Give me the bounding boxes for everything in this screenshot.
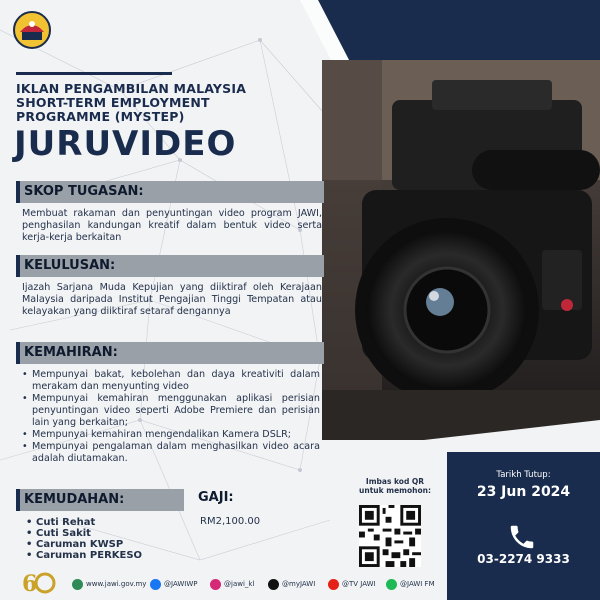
- list-item: • Caruman KWSP: [26, 539, 142, 550]
- list-item: • Cuti Sakit: [26, 528, 142, 539]
- svg-text:6: 6: [22, 571, 38, 596]
- headline-line: PROGRAMME (MYSTEP): [16, 109, 185, 124]
- role-title: JURUVIDEO: [14, 124, 237, 164]
- list-item: • Caruman PERKESO: [26, 550, 142, 561]
- footer-text: @myJAWI: [282, 580, 316, 588]
- qr-code[interactable]: [359, 505, 421, 567]
- section-title: KEMAHIRAN:: [24, 345, 118, 360]
- list-item: • Mempunyai kemahiran mengendalikan Kamera DSLR;: [22, 429, 320, 441]
- youtube-icon: [328, 579, 339, 590]
- footer-facebook[interactable]: [150, 577, 197, 591]
- headline-line: SHORT-TERM EMPLOYMENT: [16, 95, 210, 110]
- 60-years-badge: [18, 570, 62, 596]
- headline-line: IKLAN PENGAMBILAN MALAYSIA: [16, 81, 247, 96]
- gaji-value: RM2,100.00: [200, 516, 261, 527]
- kemahiran-list: [22, 369, 320, 465]
- phone-icon: [507, 522, 537, 552]
- section-bar-skop: [16, 181, 324, 203]
- kelulusan-text: Ijazah Sarjana Muda Kepujian yang diiktiraf oleh Kerajaan Malaysia daripada Institut Pengajian Tinggi Tempatan atau kelayakan yang diiktiraf setaraf dengannya: [22, 282, 322, 317]
- section-bar-kemudahan: [16, 489, 184, 511]
- qr-label: [352, 477, 438, 495]
- facebook-icon: [150, 579, 161, 590]
- list-item: • Mempunyai kemahiran menggunakan aplikasi perisian penyuntingan video seperti Adobe Premiere dan perisian lain yang berkaitan;: [22, 393, 320, 429]
- footer-text: @JAWI FM: [400, 580, 435, 588]
- qr-label-line: Imbas kod QR: [365, 477, 425, 486]
- gaji-title: GAJI:: [198, 490, 234, 505]
- footer-text: @TV JAWI: [342, 580, 376, 588]
- footer-website[interactable]: [72, 577, 146, 591]
- closing-date-label: Tarikh Tutup:: [496, 470, 551, 480]
- footer-instagram[interactable]: [210, 577, 254, 591]
- footer-text: www.jawi.gov.my: [86, 580, 147, 588]
- footer-youtube[interactable]: [328, 577, 376, 591]
- list-item: • Mempunyai pengalaman dalam menghasilkan video acara adalah diutamakan.: [22, 441, 320, 465]
- x-icon: [268, 579, 279, 590]
- instagram-icon: [210, 579, 221, 590]
- section-bar-kemahiran: [16, 342, 324, 364]
- headline: [16, 82, 306, 124]
- title-rule: [16, 72, 172, 75]
- section-title: KELULUSAN:: [24, 258, 116, 273]
- spotify-icon: [386, 579, 397, 590]
- skop-text: Membuat rakaman dan penyuntingan video program JAWI, penghasilan kandungan kreatif dalam bentuk video serta kerja-kerja berkaitan: [22, 208, 322, 243]
- footer-x[interactable]: [268, 577, 315, 591]
- globe-icon: [72, 579, 83, 590]
- section-bar-kelulusan: [16, 255, 324, 277]
- section-title: KEMUDAHAN:: [24, 492, 125, 507]
- list-item: • Mempunyai bakat, kebolehan dan daya kreativiti dalam merakam dan menyunting video: [22, 369, 320, 393]
- contact-panel: [447, 452, 600, 600]
- phone-number[interactable]: 03-2274 9333: [477, 552, 570, 566]
- footer-spotify[interactable]: [386, 577, 435, 591]
- section-title: SKOP TUGASAN:: [24, 184, 144, 199]
- jawi-logo: [12, 10, 52, 50]
- qr-label-line: untuk memohon:: [359, 486, 431, 495]
- footer-text: @jawi_kl: [224, 580, 255, 588]
- list-item: • Cuti Rehat: [26, 517, 142, 528]
- footer-text: @JAWIWP: [164, 580, 198, 588]
- kemudahan-list: [26, 517, 142, 561]
- closing-date: 23 Jun 2024: [476, 484, 571, 500]
